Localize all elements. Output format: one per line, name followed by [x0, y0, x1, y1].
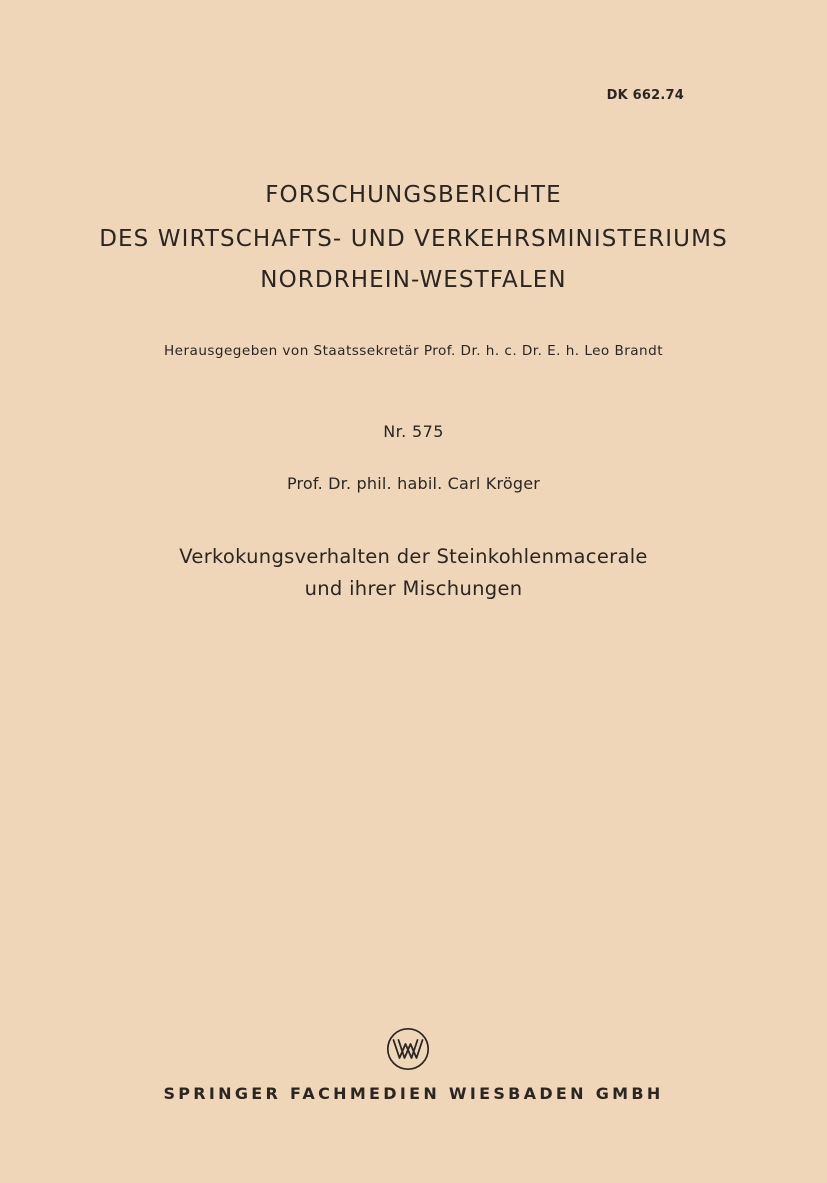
classification-code: DK 662.74 [606, 88, 684, 103]
volume-number: Nr. 575 [383, 422, 444, 441]
series-title-line-3: NORDRHEIN-WESTFALEN [260, 267, 567, 293]
series-title-line-2: DES WIRTSCHAFTS- UND VERKEHRSMINISTERIUMS [99, 226, 728, 252]
series-title-line-1: FORSCHUNGSBERICHTE [265, 182, 562, 208]
editor-line: Herausgegeben von Staatssekretär Prof. Dr. h. c. Dr. E. h. Leo Brandt [164, 343, 663, 359]
springer-vw-monogram-icon [386, 1027, 430, 1071]
book-title-line-2: und ihrer Mischungen [304, 577, 523, 600]
author-name: Prof. Dr. phil. habil. Carl Kröger [286, 474, 541, 493]
publisher-name: SPRINGER FACHMEDIEN WIESBADEN GMBH [163, 1084, 664, 1103]
book-title-line-1: Verkokungsverhalten der Steinkohlenmacerale [179, 545, 648, 568]
